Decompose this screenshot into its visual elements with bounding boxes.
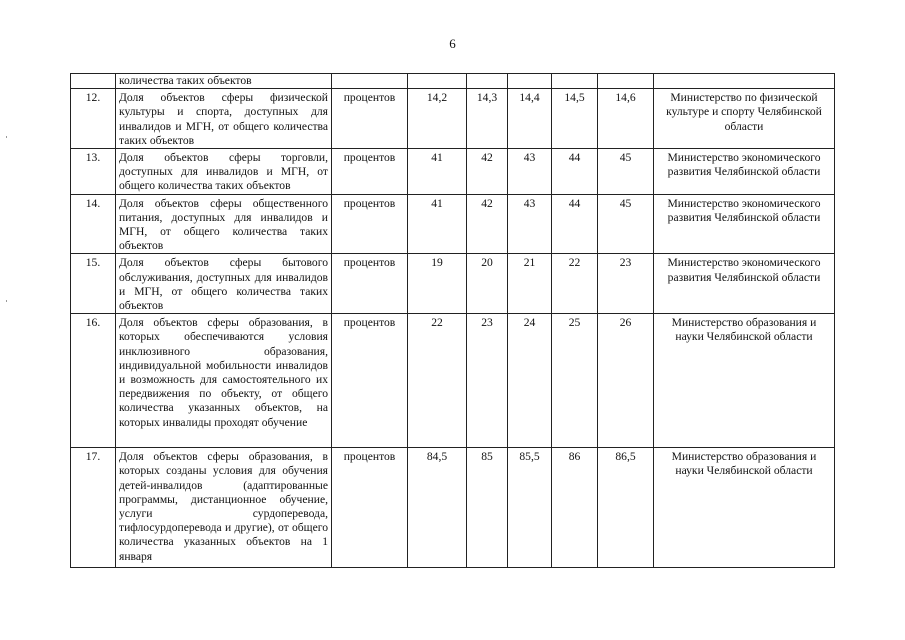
cell-value: 85 [467,448,508,568]
cell-responsible-org: Министерство экономического развития Челябинской области [654,149,835,195]
cell-value [598,74,654,89]
cell-value: 43 [508,149,552,195]
cell-value: 22 [408,314,467,448]
cell-value: 42 [467,194,508,254]
cell-value [408,74,467,89]
cell-value: 86 [552,448,598,568]
cell-value: 45 [598,149,654,195]
cell-value: 20 [467,254,508,314]
cell-value: 44 [552,149,598,195]
cell-unit: процентов [332,314,408,448]
cell-unit: процентов [332,194,408,254]
cell-indicator-name: Доля объектов сферы общественного питания, доступных для инвалидов и МГН, от общего количества таких объектов [116,194,332,254]
cell-value: 42 [467,149,508,195]
cell-value: 25 [552,314,598,448]
cell-num: 16. [71,314,116,448]
cell-responsible-org: Министерство экономического развития Челябинской области [654,194,835,254]
cell-num: 13. [71,149,116,195]
cell-responsible-org: Министерство по физической культуре и спорту Челябинской области [654,89,835,149]
cell-responsible-org [654,74,835,89]
cell-num: 14. [71,194,116,254]
page-number: 6 [449,36,456,51]
cell-value: 41 [408,194,467,254]
cell-value: 41 [408,149,467,195]
cell-indicator-name: Доля объектов сферы физической культуры и спорта, доступных для инвалидов и МГН, от общего количества таких объектов [116,89,332,149]
cell-num [71,74,116,89]
cell-indicator-name: Доля объектов сферы бытового обслуживания, доступных для инвалидов и МГН, от общего количества таких объектов [116,254,332,314]
cell-unit [332,74,408,89]
table-row [71,89,835,149]
indicators-table [70,73,835,568]
cell-value: 43 [508,194,552,254]
cell-value: 14,4 [508,89,552,149]
cell-unit: процентов [332,448,408,568]
cell-value: 45 [598,194,654,254]
cell-num: 12. [71,89,116,149]
table-row [71,314,835,448]
table-row-continuation [71,74,835,89]
cell-unit: процентов [332,89,408,149]
cell-value: 22 [552,254,598,314]
cell-value: 23 [598,254,654,314]
cell-value: 24 [508,314,552,448]
margin-mark [6,136,7,138]
cell-num: 17. [71,448,116,568]
table-row [71,149,835,195]
cell-indicator-name: Доля объектов сферы образования, в которых обеспечиваются условия инклюзивного образования, индивидуальной мобильности инвалидов и возможность для самостоятельного их передвижения по объекту, от общего количества указанных объектов, на которых инвалиды проходят обучение [116,314,332,448]
cell-responsible-org: Министерство образования и науки Челябинской области [654,448,835,568]
cell-value: 14,3 [467,89,508,149]
table-row [71,448,835,568]
cell-responsible-org: Министерство экономического развития Челябинской области [654,254,835,314]
cell-value: 26 [598,314,654,448]
cell-indicator-name: Доля объектов сферы образования, в которых созданы условия для обучения детей-инвалидов (адаптированные программы, дистанционное обучение, услуги сурдоперевода, тифлосурдоперевода и другие), от общего количества указанных объектов на 1 января [116,448,332,568]
margin-mark [6,300,7,302]
cell-value: 21 [508,254,552,314]
cell-value [508,74,552,89]
cell-value: 84,5 [408,448,467,568]
cell-unit: процентов [332,254,408,314]
cell-indicator-name: Доля объектов сферы торговли, доступных для инвалидов и МГН, от общего количества таких объектов [116,149,332,195]
cell-value: 23 [467,314,508,448]
cell-value: 14,5 [552,89,598,149]
cell-num: 15. [71,254,116,314]
cell-value [552,74,598,89]
cell-value: 19 [408,254,467,314]
table-row [71,254,835,314]
cell-unit: процентов [332,149,408,195]
cell-value: 44 [552,194,598,254]
cell-responsible-org: Министерство образования и науки Челябинской области [654,314,835,448]
cell-indicator-name: количества таких объектов [116,74,332,89]
cell-value: 86,5 [598,448,654,568]
table-row [71,194,835,254]
cell-value: 85,5 [508,448,552,568]
cell-value [467,74,508,89]
cell-value: 14,2 [408,89,467,149]
cell-value: 14,6 [598,89,654,149]
